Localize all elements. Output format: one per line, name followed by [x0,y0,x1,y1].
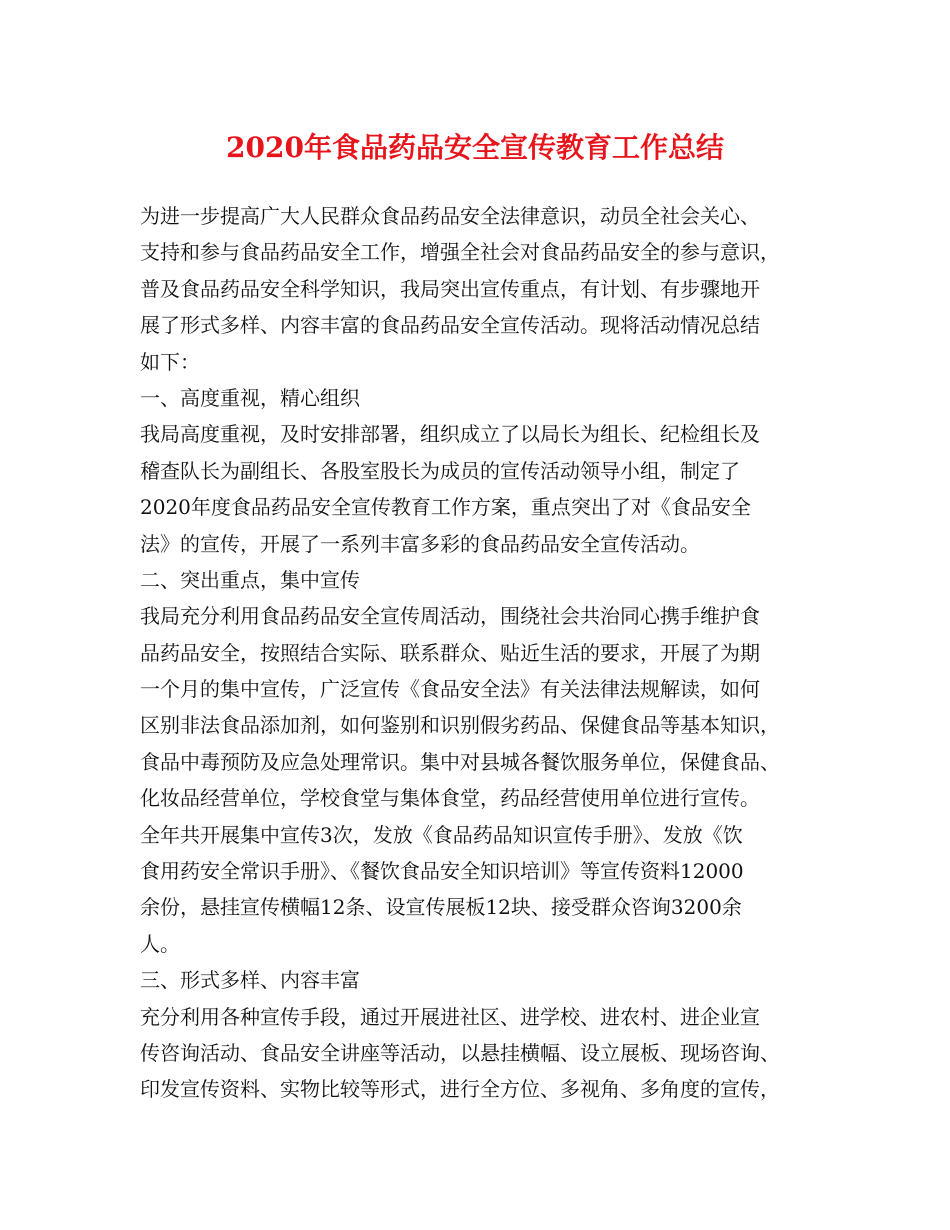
document-body [140,198,830,1108]
paragraph-line: 法》的宣传，开展了一系列丰富多彩的食品药品安全宣传活动。 [140,531,700,556]
paragraph-line: 化妆品经营单位，学校食堂与集体食堂，药品经营使用单位进行宣传。 [140,786,760,811]
document-title: 2020年食品药品安全宣传教育工作总结 [226,131,724,164]
paragraph-line: 一个月的集中宣传，广泛宣传《食品安全法》有关法律法规解读，如何 [140,677,760,702]
paragraph-line: 普及食品药品安全科学知识，我局突出宣传重点，有计划、有步骤地开 [140,276,760,301]
paragraph-line: 全年共开展集中宣传3次，发放《食品药品知识宣传手册》、发放《饮 [140,822,743,847]
paragraph-line: 我局充分利用食品药品安全宣传周活动，围绕社会共治同心携手维护食 [140,604,760,629]
paragraph-line: 传咨询活动、食品安全讲座等活动，以悬挂横幅、设立展板、现场咨询、 [140,1040,780,1065]
paragraph-line: 稽查队长为副组长、各股室股长为成员的宣传活动领导小组，制定了 [140,458,740,483]
paragraph-line: 食用药安全常识手册》、《餐饮食品安全知识培训》等宣传资料12000 [140,859,744,884]
paragraph-line: 2020年度食品药品安全宣传教育工作方案，重点突出了对《食品安全 [140,495,751,520]
section-heading: 二、突出重点，集中宣传 [140,567,360,592]
paragraph-line: 充分利用各种宣传手段，通过开展进社区、进学校、进农村、进企业宣 [140,1004,760,1029]
paragraph-line: 区别非法食品添加剂，如何鉴别和识别假劣药品、保健食品等基本知识， [140,713,780,738]
paragraph-line: 如下： [140,349,200,374]
paragraph-line: 支持和参与食品药品安全工作，增强全社会对食品药品安全的参与意识， [140,240,780,265]
paragraph-line: 余份，悬挂宣传横幅12条、设宣传展板12块、接受群众咨询3200余 [140,895,742,920]
paragraph-line: 展了形式多样、内容丰富的食品药品安全宣传活动。现将活动情况总结 [140,313,760,338]
section-heading: 三、形式多样、内容丰富 [140,968,360,993]
paragraph-line: 品药品安全，按照结合实际、联系群众、贴近生活的要求，开展了为期 [140,640,760,665]
paragraph-line: 人。 [140,931,180,956]
paragraph-line: 我局高度重视，及时安排部署，组织成立了以局长为组长、纪检组长及 [140,422,760,447]
paragraph-line: 食品中毒预防及应急处理常识。集中对县城各餐饮服务单位，保健食品、 [140,749,780,774]
section-heading: 一、高度重视，精心组织 [140,385,360,410]
paragraph-line: 为进一步提高广大人民群众食品药品安全法律意识，动员全社会关心、 [140,204,760,228]
paragraph-line: 印发宣传资料、实物比较等形式，进行全方位、多视角、多角度的宣传， [140,1077,780,1102]
